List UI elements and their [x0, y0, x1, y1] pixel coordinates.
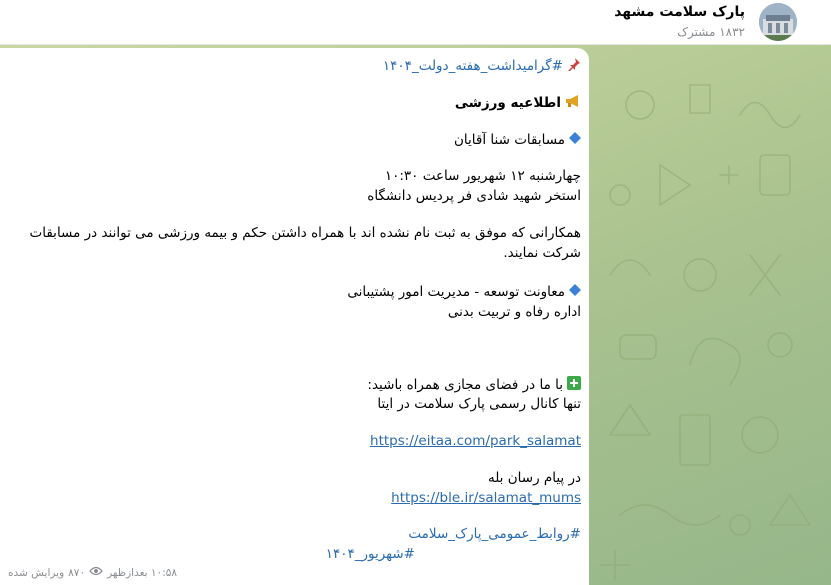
hashtag-month-line: [326, 546, 415, 562]
pushpin-icon: [567, 57, 581, 75]
megaphone-icon: [565, 94, 581, 112]
subject-line: [454, 132, 581, 148]
channel-title: پارک سلامت مشهد: [614, 4, 745, 20]
edited-label: ویرایش شده: [8, 566, 65, 579]
official-channel-line: تنها کانال رسمی پارک سلامت در ایتا: [377, 396, 581, 412]
org-line-1-text: معاونت توسعه - مدیریت امور پشتیبانی: [347, 284, 565, 300]
message-bubble[interactable]: [0, 48, 589, 585]
org-line-2: اداره رفاه و تربیت بدنی: [447, 304, 581, 320]
eitaa-link-line: [370, 433, 581, 449]
green-check-icon: [567, 376, 581, 394]
pinned-hashtag-line: [383, 57, 581, 75]
subject-text: مسابقات شنا آقایان: [454, 132, 565, 148]
blue-diamond-icon: [569, 132, 581, 148]
hashtag-month[interactable]: #شهریور_۱۴۰۴: [325, 546, 415, 562]
hashtag-pr-line: [408, 526, 581, 542]
follow-text: با ما در فضای مجازی همراه باشید:: [367, 377, 563, 393]
heading-text: اطلاعیه ورزشی: [454, 95, 561, 111]
where-line: استخر شهید شادی فر پردیس دانشگاه: [367, 188, 581, 204]
follow-line: [367, 376, 581, 394]
bale-link[interactable]: https://ble.ir/salamat_mums: [391, 490, 581, 506]
hashtag-dolat[interactable]: #گرامیداشت_هفته_دولت_۱۴۰۴: [382, 58, 563, 74]
note-text: همکارانی که موفق به ثبت نام نشده اند با همراه داشتن حکم و بیمه ورزشی می توانند در مسابقات شرکت نمایند.: [29, 225, 581, 261]
when-line: چهارشنبه ۱۲ شهریور ساعت ۱۰:۳۰: [384, 168, 581, 184]
heading-line: [455, 94, 581, 112]
chat-background: [0, 45, 831, 585]
message-time: ۱۰:۵۸ بعدازظهر: [107, 566, 178, 579]
bale-link-line: [391, 490, 581, 506]
message-meta: [8, 566, 177, 579]
eitaa-link[interactable]: https://eitaa.com/park_salamat: [370, 433, 581, 449]
view-count: ۸۷۰: [68, 566, 86, 579]
hashtag-pr[interactable]: #روابط_عمومی_پارک_سلامت: [408, 526, 581, 542]
subscriber-count: ۱۸۳۲ مشترک: [677, 25, 745, 39]
channel-header[interactable]: [0, 0, 831, 45]
org-line-1: [347, 284, 581, 300]
bale-prompt-line: در پیام رسان بله: [487, 470, 581, 486]
blue-diamond-icon: [569, 284, 581, 300]
eye-icon: [89, 566, 103, 579]
channel-avatar[interactable]: [759, 3, 797, 41]
